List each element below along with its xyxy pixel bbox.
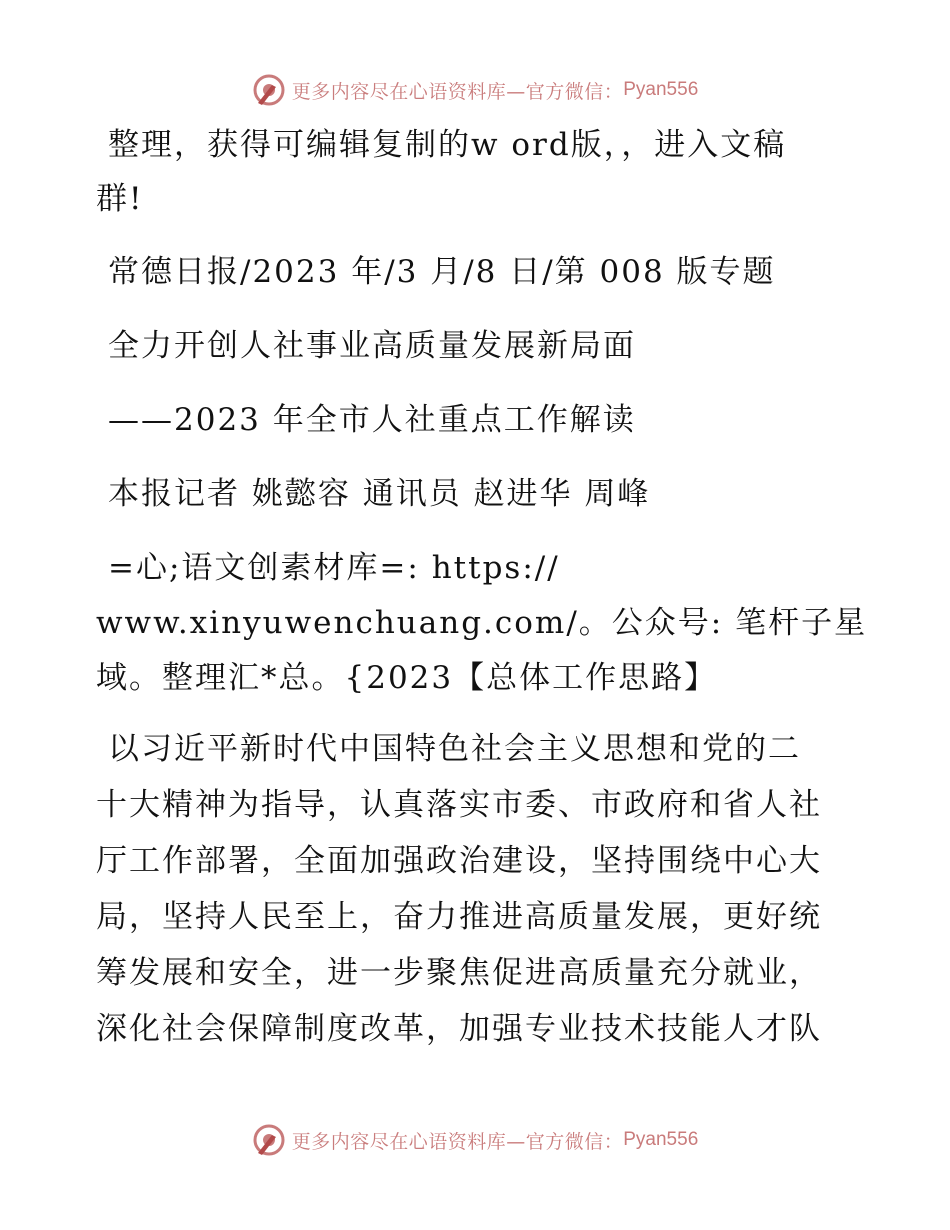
article-title: 全力开创人社事业高质量发展新局面 bbox=[108, 328, 636, 364]
banner-text: 更多内容尽在心语资料库—官方微信： bbox=[291, 80, 624, 103]
text-line: =心;语文创素材库=: https:// bbox=[108, 550, 560, 586]
header-watermark-banner bbox=[0, 70, 950, 110]
paragraph-line: 十大精神为指导，认真落实市委、市政府和省人社 bbox=[96, 787, 822, 823]
text-line: 整理，获得可编辑复制的w ord版，，进入文稿 bbox=[108, 127, 787, 163]
footer-watermark-banner bbox=[0, 1120, 950, 1160]
document-body bbox=[96, 118, 868, 1057]
article-subtitle: ——2023 年全市人社重点工作解读 bbox=[108, 402, 636, 438]
paragraph-line: 局，坚持人民至上，奋力推进高质量发展，更好统 bbox=[96, 899, 822, 935]
byline: 本报记者 姚懿容 通讯员 赵进华 周峰 bbox=[108, 476, 651, 512]
banner-handle: Pyan556 bbox=[623, 1129, 699, 1150]
banner-text: 更多内容尽在心语资料库—官方微信： bbox=[291, 1130, 624, 1153]
pen-logo-icon bbox=[252, 1123, 286, 1157]
paragraph bbox=[96, 721, 856, 1057]
text-line: 域。整理汇*总。{2023【总体工作思路】 bbox=[96, 660, 718, 696]
pen-logo-icon bbox=[252, 73, 286, 107]
text-line: www.xinyuwenchuang.com/。公众号: 笔杆子星 bbox=[96, 605, 868, 641]
paragraph-line: 厅工作部署，全面加强政治建设，坚持围绕中心大 bbox=[96, 843, 822, 879]
text-line: 群! bbox=[96, 181, 144, 217]
dateline: 常德日报/2023 年/3 月/8 日/第 008 版专题 bbox=[108, 254, 776, 290]
paragraph-line: 深化社会保障制度改革，加强专业技术技能人才队 bbox=[96, 1011, 822, 1047]
paragraph-line: 筹发展和安全，进一步聚焦促进高质量充分就业， bbox=[96, 955, 822, 991]
paragraph-line: 以习近平新时代中国特色社会主义思想和党的二 bbox=[108, 731, 801, 767]
banner-handle: Pyan556 bbox=[623, 79, 699, 100]
